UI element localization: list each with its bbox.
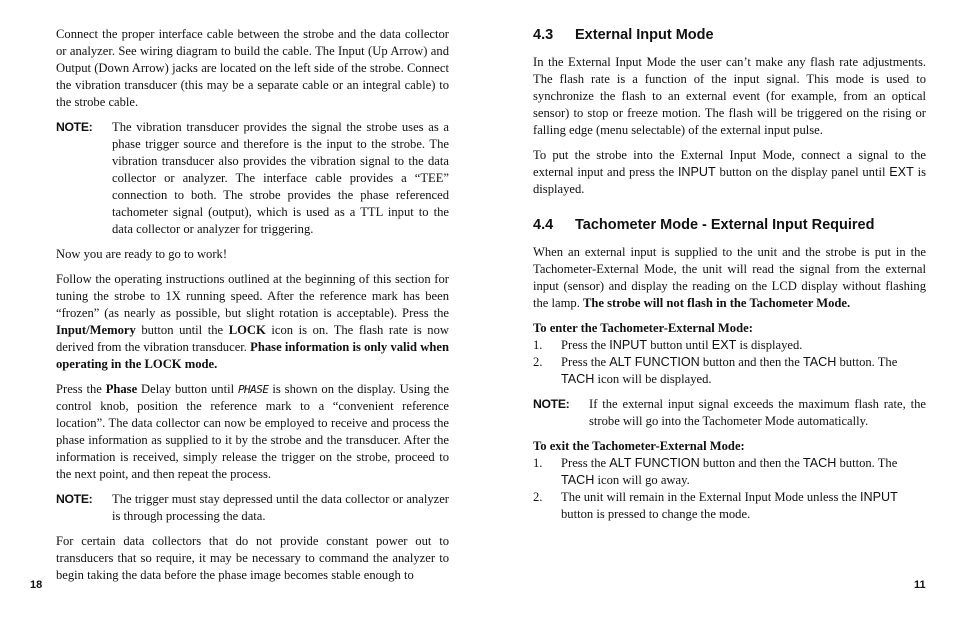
text: icon is on. The flash rate is now derived from the vibration transducer. bbox=[56, 323, 449, 354]
paragraph bbox=[56, 381, 449, 483]
text: Delay button until bbox=[137, 382, 238, 396]
step-text: Press the ALT FUNCTION button and then the TACH button. The TACH icon will go away. bbox=[561, 456, 898, 487]
note-label: NOTE: bbox=[56, 492, 93, 506]
text: is displayed. bbox=[533, 165, 926, 196]
note-label: NOTE: bbox=[56, 120, 93, 134]
list-item bbox=[533, 489, 926, 523]
page-number-right: 11 bbox=[914, 579, 926, 591]
page-number-left: 18 bbox=[30, 579, 43, 591]
note bbox=[56, 119, 449, 238]
paragraph: Connect the proper interface cable between the strobe and the data collector or analyzer. See wiring diagram to build the cable. The Input (Up Arrow) and Output (Down Arrow) jacks are located on the left side of the strobe. Connect the vibration transducer (this may be a separate cable or an integral cable) to the strobe cable. bbox=[56, 27, 449, 109]
list-item bbox=[533, 337, 926, 354]
text: Phase information is only valid when operating in the LOCK mode. bbox=[56, 340, 449, 371]
text: EXT bbox=[889, 165, 914, 179]
paragraph: Now you are ready to go to work! bbox=[56, 247, 228, 261]
step-number: 1. bbox=[533, 456, 543, 470]
step-text: Press the ALT FUNCTION button and then the TACH button. The TACH icon will be displayed. bbox=[561, 355, 898, 386]
text: is shown on the display. Using the control knob, position the reference mark to a “convenient reference location”. The data collector can now be employed to receive and process the phase information as supplied to it by the strobe and the transducer. After the information is received, simply release the trigger on the strobe, proceed to the next point, and then repeat the process. bbox=[56, 382, 449, 481]
step-number: 2. bbox=[533, 490, 543, 504]
step-number: 2. bbox=[533, 355, 543, 369]
note bbox=[533, 396, 926, 430]
text: INPUT bbox=[677, 165, 716, 179]
section-heading bbox=[533, 26, 926, 44]
text: Follow the operating instructions outlined at the beginning of this section for tuning the strobe to 1X running speed. After the reference mark has been “frozen” (as nearly as possible, but slight rotation is acceptable). Press the bbox=[56, 272, 449, 320]
text: The strobe will not flash in the Tachometer Mode. bbox=[583, 296, 851, 310]
right-page bbox=[533, 26, 926, 523]
enter-steps bbox=[533, 337, 926, 388]
step-number: 1. bbox=[533, 338, 543, 352]
text: To put the strobe into the External Input Mode, connect a signal to the external input and press the bbox=[533, 148, 926, 179]
text: LOCK bbox=[228, 323, 266, 337]
step-text: The unit will remain in the External Input Mode unless the INPUT button is pressed to change the mode. bbox=[561, 490, 898, 521]
paragraph bbox=[533, 244, 926, 312]
paragraph bbox=[533, 147, 926, 198]
text: button on the display panel until bbox=[715, 165, 890, 179]
subheading: To enter the Tachometer-External Mode: bbox=[533, 321, 753, 335]
paragraph: For certain data collectors that do not provide constant power out to transducers that so require, it may be necessary to command the analyzer to begin taking the data before the phase image becomes stable enough to bbox=[56, 534, 449, 582]
paragraph bbox=[56, 271, 449, 373]
text: Phase bbox=[105, 382, 138, 396]
left-page bbox=[56, 26, 449, 584]
note-text: The trigger must stay depressed until the data collector or analyzer is through processing the data. bbox=[112, 492, 449, 523]
list-item bbox=[533, 354, 926, 388]
note-label: NOTE: bbox=[533, 397, 570, 411]
list-item bbox=[533, 455, 926, 489]
text: When an external input is supplied to the unit and the strobe is put in the Tachometer-External Mode, the unit will read the signal from the external input (sensor) and display the reading on the LCD display without flashing the lamp. bbox=[533, 245, 926, 310]
text: Press the bbox=[56, 382, 106, 396]
text: Input/Memory bbox=[56, 323, 136, 337]
section-number: 4.3 bbox=[533, 27, 554, 43]
note-text: The vibration transducer provides the signal the strobe uses as a phase trigger source and therefore is the input to the strobe. The vibration transducer also provides the vibration signal to the data collector or analyzer. The interface cable provides a “TEE” connection to both. The strobe provides the phase referenced tachometer signal (output), which is used as a TTL input to the data collector or analyzer for triggering. bbox=[112, 120, 449, 236]
section-title: External Input Mode bbox=[575, 27, 714, 43]
exit-steps bbox=[533, 455, 926, 523]
note-text: If the external input signal exceeds the maximum flash rate, the strobe will go into the Tachometer Mode automatically. bbox=[589, 397, 926, 428]
paragraph: In the External Input Mode the user can’t make any flash rate adjustments. The flash rate is a function of the input signal. This mode is used to synchronize the flash to an external event (for example, from an optical sensor) to stop or freeze motion. The flash will be triggered on the rising or falling edge (menu selectable) of the external input pulse. bbox=[533, 55, 926, 137]
section-heading bbox=[533, 216, 926, 234]
note bbox=[56, 491, 449, 525]
section-number: 4.4 bbox=[533, 217, 554, 233]
text: button until the bbox=[135, 323, 229, 337]
lcd-text: PHASE bbox=[237, 383, 269, 396]
section-title: Tachometer Mode - External Input Required bbox=[575, 217, 875, 233]
subheading: To exit the Tachometer-External Mode: bbox=[533, 439, 745, 453]
step-text: Press the INPUT button until EXT is displayed. bbox=[561, 338, 803, 352]
